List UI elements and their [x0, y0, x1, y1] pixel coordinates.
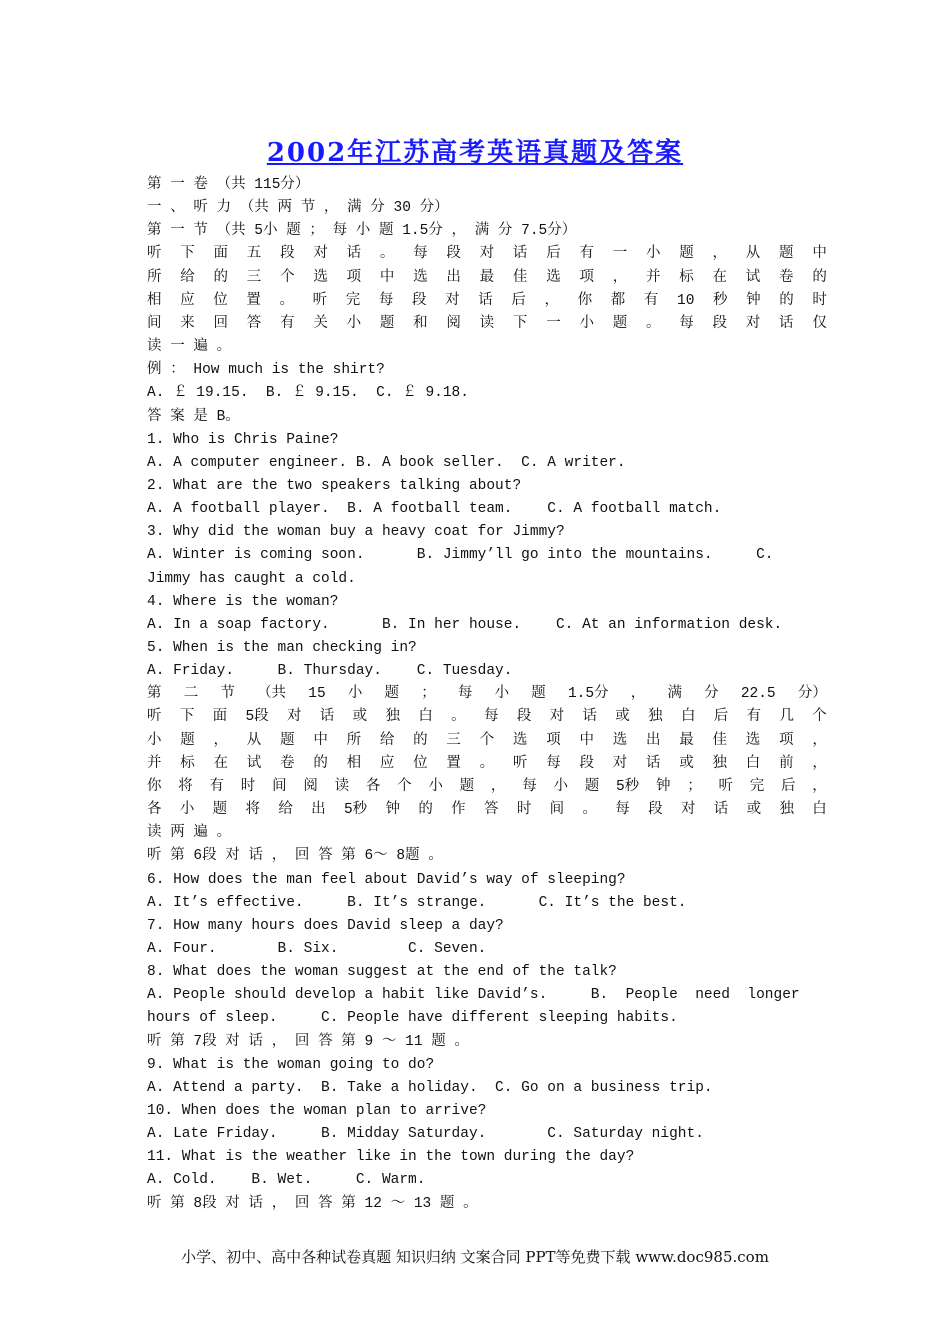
text-line: 读 两 遍 。 — [147, 825, 232, 842]
text-line: A. Winter is coming soon. B. Jimmy’ll go into the mountains. C. — [147, 547, 774, 564]
text-line: A. Four. B. Six. C. Seven. — [147, 940, 487, 957]
text-line: 并 标 在 试 卷 的 相 应 位 置 。 听 每 段 对 话 或 独 白 前 ， — [147, 755, 827, 772]
text-line: 听 下 面 五 段 对 话 。 每 段 对 话 后 有 一 小 题 ， 从 题 中 — [147, 246, 827, 263]
text-line: 第 二 节 （共 15 小 题 ； 每 小 题 1.5分 ， 满 分 22.5 分） — [147, 686, 827, 703]
text-line: 9. What is the woman going to do? — [147, 1056, 435, 1073]
text-line: 听 第 7段 对 话 ， 回 答 第 9 ～ 11 题 。 — [147, 1033, 469, 1050]
text-line: 11. What is the weather like in the town during the day? — [147, 1149, 635, 1166]
text-line: 3. Why did the woman buy a heavy coat for Jimmy? — [147, 524, 565, 541]
text-line: 间 来 回 答 有 关 小 题 和 阅 读 下 一 小 题 。 每 段 对 话 仅 — [147, 315, 827, 332]
text-line: 1. Who is Chris Paine? — [147, 431, 339, 448]
text-line: A. It’s effective. B. It’s strange. C. It’s the best. — [147, 894, 687, 911]
document-title[interactable]: 2002年江苏高考英语真题及答案 — [266, 138, 684, 168]
text-line: 相 应 位 置 。 听 完 每 段 对 话 后 ， 你 都 有 10 秒 钟 的 时 — [147, 292, 827, 309]
text-line: 听 第 8段 对 话 ， 回 答 第 12 ～ 13 题 。 — [147, 1195, 478, 1212]
text-line: 第 一 节 （共 5小 题 ； 每 小 题 1.5分 ， 满 分 7.5分） — [147, 223, 577, 240]
text-line: 读 一 遍 。 — [147, 339, 232, 356]
text-line: 8. What does the woman suggest at the end of the talk? — [147, 964, 617, 981]
text-line: 你 将 有 时 间 阅 读 各 个 小 题 ， 每 小 题 5秒 钟 ； 听 完 后 ， — [147, 778, 827, 795]
text-line: 所 给 的 三 个 选 项 中 选 出 最 佳 选 项 ， 并 标 在 试 卷 的 — [147, 269, 827, 286]
text-line: 7. How many hours does David sleep a day? — [147, 917, 504, 934]
text-line: hours of sleep. C. People have different sleeping habits. — [147, 1010, 678, 1027]
text-line: 一 、 听 力 （共 两 节 ， 满 分 30 分） — [147, 200, 449, 217]
text-line: 10. When does the woman plan to arrive? — [147, 1103, 487, 1119]
text-line: 答 案 是 B。 — [147, 408, 240, 425]
text-line: 第 一 卷 （共 115分） — [147, 177, 310, 193]
text-line: A. In a soap factory. B. In her house. C. At an information desk. — [147, 616, 783, 633]
text-line: A. Cold. B. Wet. C. Warm. — [147, 1172, 426, 1189]
text-line: A. Late Friday. B. Midday Saturday. C. Saturday night. — [147, 1126, 704, 1143]
text-line: A. Attend a party. B. Take a holiday. C. Go on a business trip. — [147, 1079, 713, 1096]
text-line: A. A computer engineer. B. A book seller. C. A writer. — [147, 454, 626, 471]
footer-text: 小学、初中、高中各种试卷真题 知识归纳 文案合同 PPT等免费下载 www.doc985.com — [181, 1248, 769, 1266]
text-line: 小 题 ， 从 题 中 所 给 的 三 个 选 项 中 选 出 最 佳 选 项 ， — [147, 732, 827, 749]
text-line: 各 小 题 将 给 出 5秒 钟 的 作 答 时 间 。 每 段 对 话 或 独 白 — [147, 802, 827, 819]
text-line: 6. How does the man feel about David’s way of sleeping? — [147, 871, 626, 888]
text-line: A. A football player. B. A football team. C. A football match. — [147, 501, 722, 518]
text-line: 例 ： How much is the shirt? — [147, 362, 385, 379]
text-line: 4. Where is the woman? — [147, 593, 339, 610]
text-line: 5. When is the man checking in? — [147, 640, 417, 656]
text-line: Jimmy has caught a cold. — [147, 570, 356, 587]
text-line: 听 第 6段 对 话 ， 回 答 第 6～ 8题 。 — [147, 848, 443, 865]
text-line: 2. What are the two speakers talking about? — [147, 477, 522, 494]
text-line: A. People should develop a habit like David’s. B. People need longer — [147, 987, 800, 1004]
text-line: 听 下 面 5段 对 话 或 独 白 。 每 段 对 话 或 独 白 后 有 几 个 — [147, 709, 827, 726]
text-line: A. ￡ 19.15. B. ￡ 9.15. C. ￡ 9.18. — [147, 385, 469, 402]
text-line: A. Friday. B. Thursday. C. Tuesday. — [147, 663, 513, 680]
